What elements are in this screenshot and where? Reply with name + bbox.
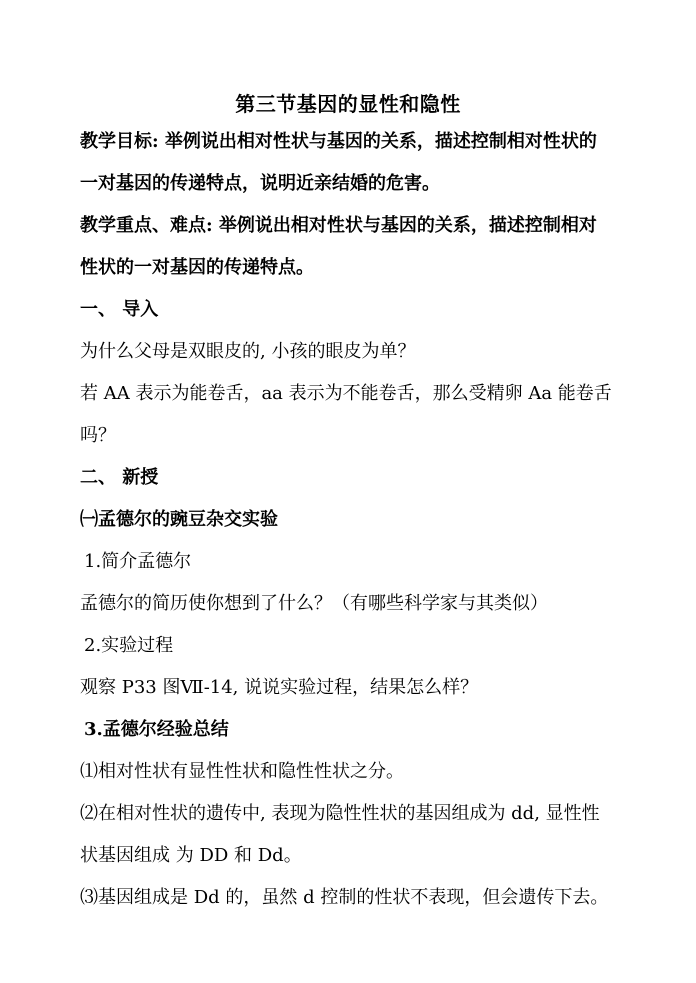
objective-line-1: 教学目标: 举例说出相对性状与基因的关系，描述控制相对性状的 <box>80 131 597 152</box>
item-2-text: 观察 P33 图Ⅶ-14, 说说实验过程，结果怎么样？ <box>80 677 479 698</box>
conclusion-3: ⑶基因组成是 Dd 的，虽然 d 控制的性状不表现，但会遗传下去。 <box>80 887 609 908</box>
subsection-mendel-heading: ㈠孟德尔的豌豆杂交实验 <box>80 509 278 530</box>
item-1-heading: 1.简介孟德尔 <box>84 551 192 572</box>
item-3-heading: 3.孟德尔经验总结 <box>84 719 229 740</box>
conclusion-1: ⑴相对性状有显性性状和隐性性状之分。 <box>80 761 404 782</box>
conclusion-2-line-1: ⑵在相对性状的遗传中, 表现为隐性性状的基因组成为 dd, 显性性 <box>80 803 600 824</box>
objective-line-2: 一对基因的传递特点，说明近亲结婚的危害。 <box>80 173 440 194</box>
intro-question-2-line-2: 吗？ <box>80 425 116 446</box>
key-points-line-1: 教学重点、难点: 举例说出相对性状与基因的关系，描述控制相对 <box>80 215 597 236</box>
page-title: 第三节基因的显性和隐性 <box>235 92 461 116</box>
item-1-question: 孟德尔的简历使你想到了什么？（有哪些科学家与其类似） <box>80 593 548 614</box>
section-intro-heading: 一、 导入 <box>80 299 159 320</box>
section-new-heading: 二、 新授 <box>80 467 159 488</box>
intro-question-2-line-1: 若 AA 表示为能卷舌，aa 表示为不能卷舌，那么受精卵 Aa 能卷舌 <box>80 383 612 404</box>
conclusion-2-line-2: 状基因组成 为 DD 和 Dd。 <box>80 845 302 866</box>
item-2-heading: 2.实验过程 <box>84 635 174 656</box>
intro-question-1: 为什么父母是双眼皮的, 小孩的眼皮为单？ <box>80 341 416 362</box>
key-points-line-2: 性状的一对基因的传递特点。 <box>80 257 314 278</box>
